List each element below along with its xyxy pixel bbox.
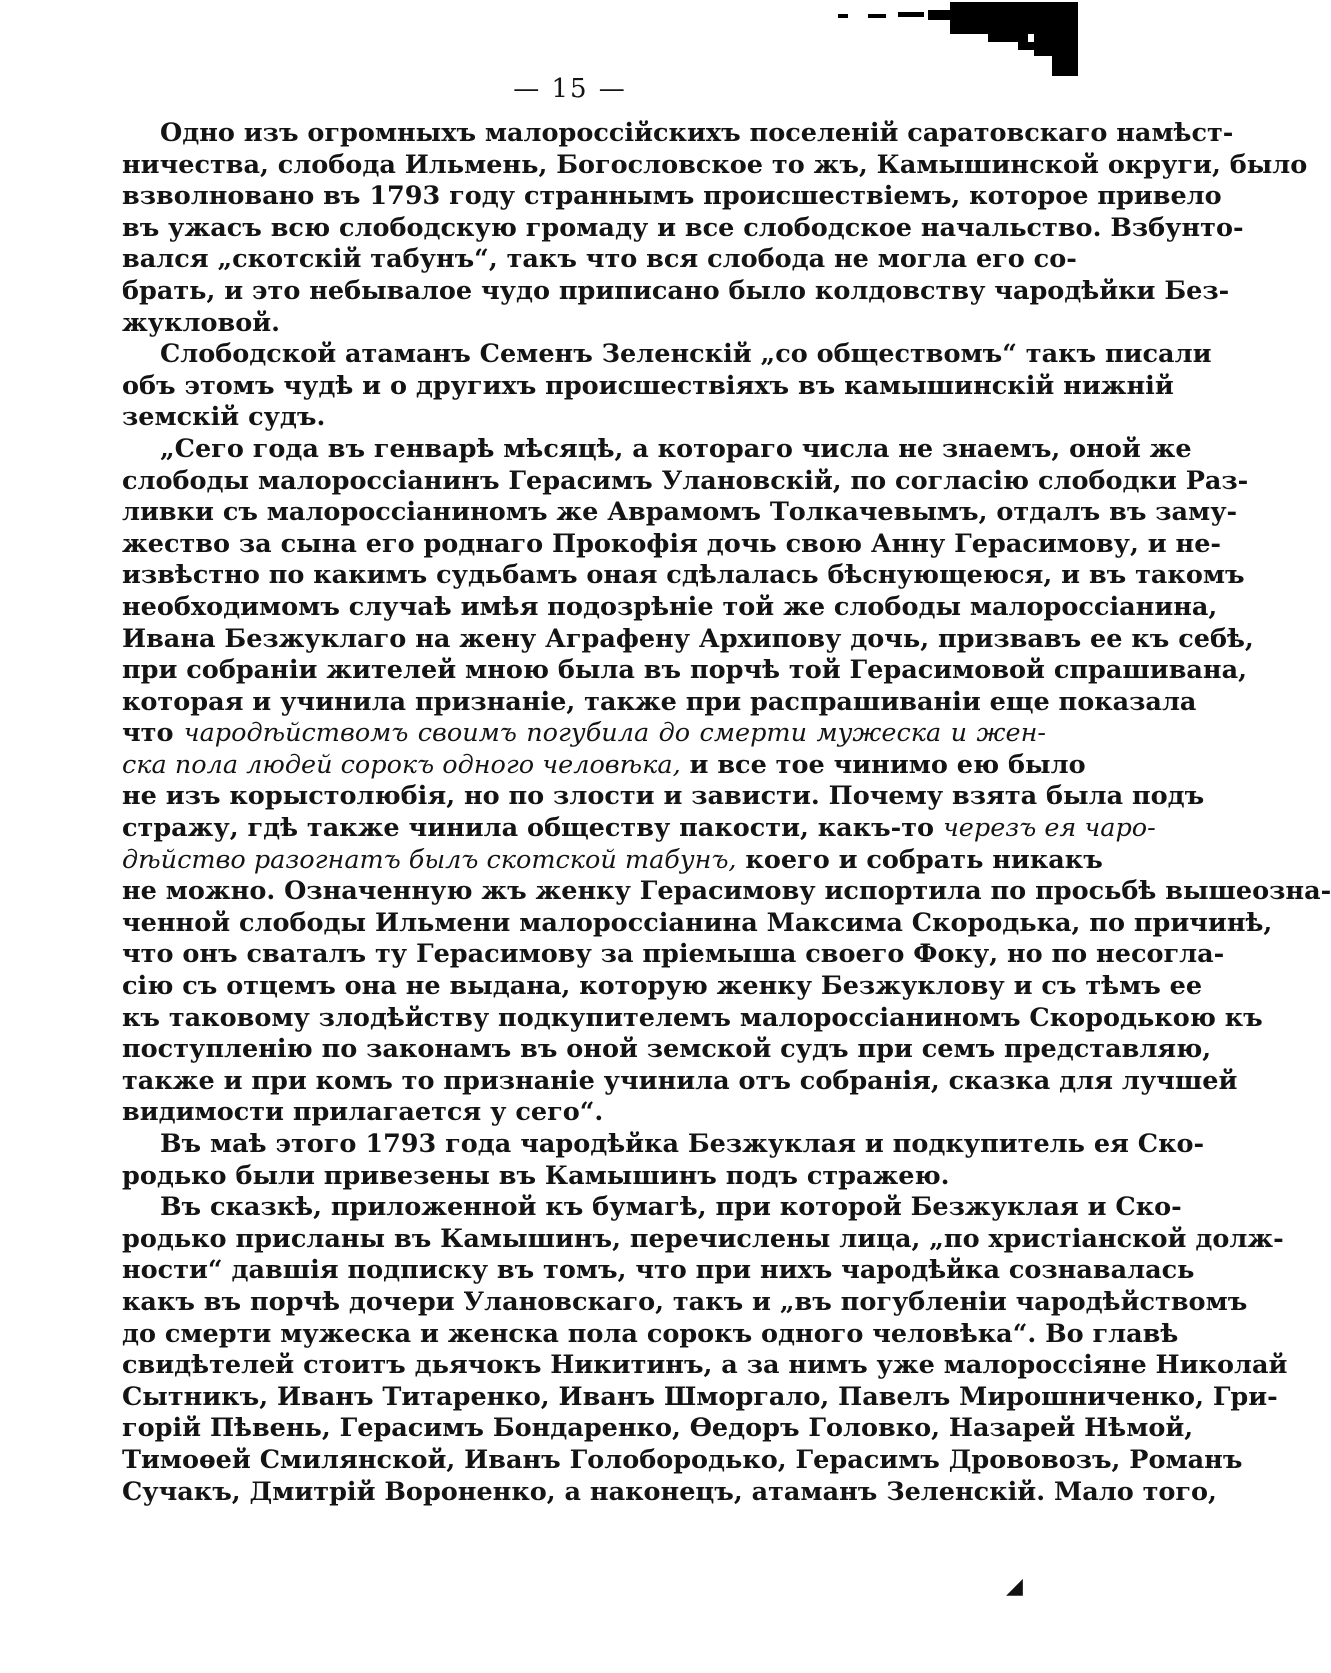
text-line: которая и учинила признаніе, также при распрашиваніи еще показала xyxy=(122,686,1197,717)
text-line: поступленію по законамъ въ оной земской судъ при семъ представляю, xyxy=(122,1034,1212,1065)
text-line: ченной слободы Ильмени малороссіанина Максима Скородька, по причинѣ, xyxy=(122,907,1273,938)
text-line: къ таковому злодѣйству подкупителемъ малороссіаниномъ Скородькою къ xyxy=(122,1002,1263,1033)
text-line: жукловой. xyxy=(122,307,280,338)
page-number: — 15 — xyxy=(513,74,627,104)
text-line: взволновано въ 1793 году страннымъ происшествіемъ, которое привело xyxy=(122,181,1222,212)
text-line: Въ маѣ этого 1793 года чародѣйка Безжуклая и подкупитель ея Ско- xyxy=(160,1129,1205,1159)
text-line: до смерти мужеска и женска пола сорокъ одного человѣка“. Во главѣ xyxy=(122,1318,1179,1349)
text-line: что онъ сваталъ ту Герасимову за пріемыша своего Фоку, но по несогла- xyxy=(122,939,1225,970)
text-line: жество за сына его роднаго Прокофія дочь свою Анну Герасимову, и не- xyxy=(122,528,1222,559)
text-line: извѣстно по какимъ судьбамъ оная сдѣлалась бѣснующеюся, и въ такомъ xyxy=(122,560,1245,591)
text-line: Сытникъ, Иванъ Титаренко, Иванъ Шморгало, Павелъ Мирошниченко, Гри- xyxy=(122,1381,1278,1412)
text-line: Тимоѳей Смилянской, Иванъ Голобородько, Герасимъ Дрововозъ, Романъ xyxy=(122,1444,1243,1475)
text-line: какъ въ порчѣ дочери Улановскаго, такъ и „въ погубленіи чародѣйствомъ xyxy=(122,1286,1248,1317)
text-line: слободы малороссіанинъ Герасимъ Улановскій, по согласію слободки Раз- xyxy=(122,465,1249,496)
text-line: Ивана Безжуклаго на жену Аграфену Архипову дочь, призвавъ ее къ себѣ, xyxy=(122,623,1254,654)
text-line: въ ужасъ всю слободскую громаду и все слободское начальство. Взбунто- xyxy=(122,212,1244,243)
text-line: не можно. Означенную жъ женку Герасимову испортила по просьбѣ вышеозна- xyxy=(122,876,1331,907)
text-line: горій Пѣвень, Герасимъ Бондаренко, Ѳедоръ Головко, Назарей Нѣмой, xyxy=(122,1413,1194,1444)
text-line: что чародѣйствомъ своимъ погубила до смерти мужеска и жен- xyxy=(122,718,1046,749)
text-line: брать, и это небывалое чудо приписано было колдовству чародѣйки Без- xyxy=(122,275,1230,306)
text-line: стражу, гдѣ также чинила обществу пакости, какъ-то черезъ ея чаро- xyxy=(122,813,1156,844)
text-line: ска пола людей сорокъ одного человѣка, и все тое чинимо ею было xyxy=(122,749,1086,780)
text-line: Въ сказкѣ, приложенной къ бумагѣ, при которой Безжуклая и Ско- xyxy=(160,1192,1182,1223)
text-line: необходимомъ случаѣ имѣя подозрѣніе той же слободы малороссіанина, xyxy=(122,591,1218,622)
text-line: Одно изъ огромныхъ малороссійскихъ поселеній саратовскаго намѣст- xyxy=(160,118,1234,148)
corner-mark-icon: ◢ xyxy=(1006,1574,1023,1599)
paragraph xyxy=(122,118,1308,339)
text-line: объ этомъ чудѣ и о другихъ происшествіяхъ въ камышинскій нижній xyxy=(122,370,1174,401)
text-line: земскій судъ. xyxy=(122,402,326,433)
text-line: Слободской атаманъ Семенъ Зеленскій „со обществомъ“ такъ писали xyxy=(160,339,1212,370)
paragraph xyxy=(122,339,1212,434)
text-line: также и при комъ то признаніе учинила отъ собранія, сказка для лучшей xyxy=(122,1065,1238,1096)
text-line: ности“ давшія подписку въ томъ, что при нихъ чародѣйка сознавалась xyxy=(122,1255,1195,1286)
text-line: при собраніи жителей мною была въ порчѣ той Герасимовой спрашивана, xyxy=(122,655,1248,686)
text-line: дѣйство разогнатъ былъ скотской табунъ, коего и собрать никакъ xyxy=(122,844,1103,875)
text-line: родько были привезены въ Камышинъ подъ стражею. xyxy=(122,1160,950,1191)
text-line: родько присланы въ Камышинъ, перечислены лица, „по христіанской долж- xyxy=(122,1223,1284,1254)
text-line: видимости прилагается у сего“. xyxy=(122,1097,604,1128)
text-line: „Сего года въ генварѣ мѣсяцѣ, а котораго числа не знаемъ, оной же xyxy=(160,433,1192,464)
paragraph xyxy=(122,1129,1205,1192)
text-line: ничества, слобода Ильмень, Богословское то жъ, Камышинской округи, было xyxy=(122,149,1308,180)
text-line: свидѣтелей стоитъ дьячокъ Никитинъ, а за нимъ уже малороссіяне Николай xyxy=(122,1350,1288,1381)
text-line: сію съ отцемъ она не выдана, которую женку Безжуклову и съ тѣмъ ее xyxy=(122,971,1203,1002)
body-text xyxy=(122,118,1331,1508)
scan-smudge-icon xyxy=(838,0,1078,84)
text-line: ливки съ малороссіаниномъ же Аврамомъ Толкачевымъ, отдалъ въ заму- xyxy=(122,497,1238,528)
paragraph xyxy=(122,1192,1288,1508)
text-line: не изъ корыстолюбія, но по злости и зависти. Почему взята была подъ xyxy=(122,781,1205,812)
paragraph xyxy=(122,433,1331,1129)
text-line: Сучакъ, Дмитрій Вороненко, а наконецъ, атаманъ Зеленскій. Мало того, xyxy=(122,1476,1217,1507)
text-line: вался „скотскій табунъ“, такъ что вся слобода не могла его со- xyxy=(122,244,1077,275)
